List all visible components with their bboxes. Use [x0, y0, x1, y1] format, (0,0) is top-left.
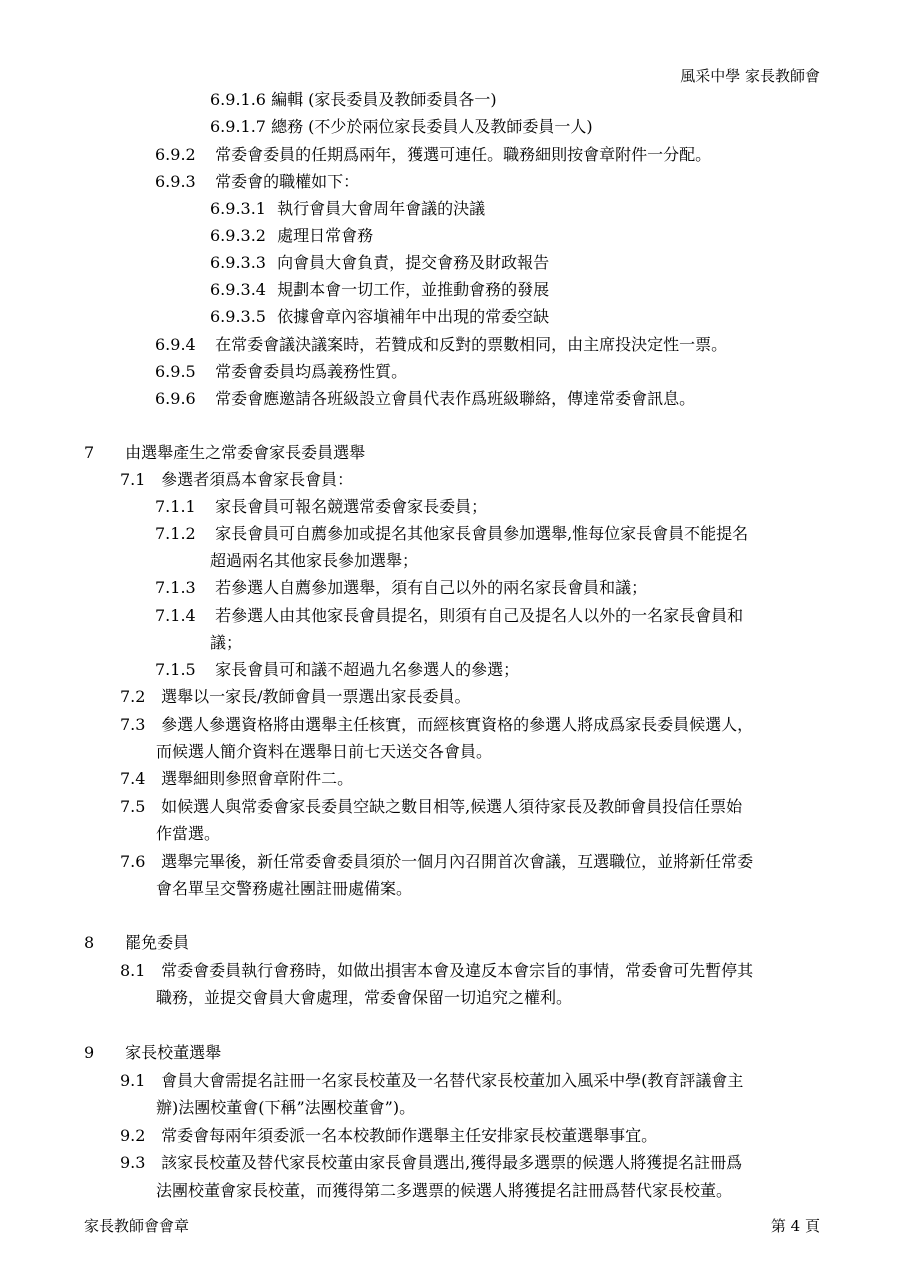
clause-7-1-5: [155, 660, 519, 680]
clause-text: 處理日常會務: [277, 226, 374, 245]
clause-number: 7.1.5: [155, 660, 196, 679]
clause-text: 總務 (不少於兩位家長委員人及教師委員一人): [271, 117, 593, 136]
clause-text: 選舉以一家長/教師會員一票選出家長委員。: [161, 687, 471, 706]
clause-7-1-1: [155, 497, 487, 517]
clause-7-1-4-continued: 議；: [210, 633, 243, 652]
section-7-heading: [84, 443, 365, 463]
clause-text: 執行會員大會周年會議的決議: [277, 199, 486, 218]
clause-number: 9.3: [120, 1153, 146, 1172]
clause-9-3-continued: 法團校董會家長校董，而獲得第二多選票的候選人將獲提名註冊爲替代家長校董。: [156, 1181, 733, 1200]
clause-7-6-continued: 會名單呈交警務處社團註冊處備案。: [156, 879, 413, 898]
clause-text: 編輯 (家長委員及教師委員各一): [271, 90, 497, 109]
clause-text: 如候選人與常委會家長委員空缺之數目相等,候選人須待家長及教師會員投信任票始: [161, 797, 743, 816]
clause-7-1-2: [155, 524, 748, 544]
clause-7-1: [120, 470, 353, 490]
clause-7-5-continued: 作當選。: [156, 824, 221, 843]
clause-number: 7.1: [120, 470, 146, 489]
clause-text: 常委會委員的任期爲兩年，獲選可連任。職務細則按會章附件一分配。: [215, 145, 712, 164]
clause-number: 6.9.1.7: [210, 117, 266, 136]
section-number: 8: [84, 933, 95, 952]
clause-number: 7.2: [120, 687, 146, 706]
clause-text: 若參選人由其他家長會員提名，則須有自己及提名人以外的一名家長會員和: [215, 606, 744, 625]
clause-text: 家長會員可自薦參加或提名其他家長會員參加選舉,惟每位家長會員不能提名: [215, 524, 749, 543]
clause-text: 家長會員可報名競選常委會家長委員；: [215, 497, 488, 516]
clause-9-2: [120, 1126, 657, 1146]
clause-number: 7.6: [120, 852, 146, 871]
clause-text: 規劃本會一切工作，並推動會務的發展: [277, 280, 550, 299]
clause-number: 6.9.4: [155, 335, 196, 354]
clause-6-9-3-1: [210, 199, 485, 219]
clause-7-5: [120, 797, 742, 817]
clause-text: 常委會每兩年須委派一名本校教師作選舉主任安排家長校董選舉事宜。: [161, 1126, 658, 1145]
clause-number: 6.9.1.6: [210, 90, 266, 109]
section-title: 家長校董選舉: [125, 1043, 222, 1062]
clause-number: 6.9.3.5: [210, 307, 266, 326]
clause-text: 常委會委員均爲義務性質。: [215, 362, 408, 381]
clause-number: 6.9.3: [155, 172, 196, 191]
clause-text: 常委會應邀請各班級設立會員代表作爲班級聯絡，傳達常委會訊息。: [215, 389, 696, 408]
clause-6-9-2: [155, 145, 711, 165]
clause-text: 選舉完畢後，新任常委會委員須於一個月內召開首次會議，互選職位，並將新任常委: [161, 852, 754, 871]
page-number: 第 4 頁: [770, 1217, 820, 1235]
clause-number: 6.9.3.2: [210, 226, 266, 245]
clause-text: 向會員大會負責，提交會務及財政報告: [277, 253, 550, 272]
clause-8-1: [120, 961, 753, 981]
clause-7-4: [120, 769, 353, 789]
clause-number: 6.9.3.3: [210, 253, 266, 272]
clause-9-1-continued: 辦)法團校董會(下稱”法團校董會”)。: [156, 1098, 416, 1117]
clause-number: 7.4: [120, 769, 146, 788]
section-8-heading: [84, 933, 189, 953]
clause-number: 9.2: [120, 1126, 146, 1145]
section-title: 罷免委員: [125, 933, 190, 952]
clause-number: 8.1: [120, 961, 146, 980]
clause-7-2: [120, 687, 471, 707]
clause-number: 9.1: [120, 1071, 146, 1090]
clause-6-9-3-2: [210, 226, 373, 246]
clause-text: 常委會委員執行會務時，如做出損害本會及違反本會宗旨的事情，常委會可先暫停其: [161, 961, 754, 980]
clause-text: 參選人參選資格將由選舉主任核實，而經核實資格的參選人將成爲家長委員候選人，: [161, 715, 754, 734]
clause-number: 6.9.3.4: [210, 280, 266, 299]
clause-text: 家長會員可和議不超過九名參選人的參選；: [215, 660, 520, 679]
clause-number: 6.9.6: [155, 389, 196, 408]
section-number: 9: [84, 1043, 95, 1062]
page-footer-title: 家長教師會會章: [84, 1217, 190, 1235]
clause-text: 該家長校董及替代家長校董由家長會員選出,獲得最多選票的候選人將獲提名註冊爲: [161, 1153, 743, 1172]
clause-6-9-3-3: [210, 253, 549, 273]
clause-7-3: [120, 715, 753, 735]
clause-9-3: [120, 1153, 742, 1173]
clause-6-9-5: [155, 362, 407, 382]
clause-number: 7.1.4: [155, 606, 196, 625]
clause-text: 在常委會議決議案時，若贊成和反對的票數相同，由主席投決定性一票。: [215, 335, 728, 354]
clause-number: 7.5: [120, 797, 146, 816]
clause-6-9-3-4: [210, 280, 549, 300]
clause-6-9-3-5: [210, 307, 549, 327]
clause-7-1-4: [155, 606, 743, 626]
clause-7-3-continued: 而候選人簡介資料在選舉日前七天送交各會員。: [156, 742, 493, 761]
section-9-heading: [84, 1043, 221, 1063]
clause-6-9-3: [155, 172, 359, 192]
clause-number: 6.9.5: [155, 362, 196, 381]
clause-6-9-1-7: [210, 117, 593, 137]
clause-6-9-4: [155, 335, 727, 355]
clause-9-1: [120, 1071, 743, 1091]
clause-number: 7.1.3: [155, 578, 196, 597]
clause-text: 參選者須爲本會家長會員：: [161, 470, 354, 489]
clause-text: 若參選人自薦參加選舉，須有自己以外的兩名家長會員和議；: [215, 578, 648, 597]
clause-number: 7.1.1: [155, 497, 196, 516]
page-header: 風采中學 家長教師會: [680, 67, 820, 85]
clause-8-1-continued: 職務，並提交會員大會處理，常委會保留一切追究之權利。: [156, 988, 573, 1007]
clause-number: 7.3: [120, 715, 146, 734]
clause-7-1-3: [155, 578, 647, 598]
clause-7-1-2-continued: 超過兩名其他家長參加選舉；: [210, 551, 419, 570]
clause-6-9-1-6: [210, 90, 497, 110]
clause-6-9-6: [155, 389, 695, 409]
clause-text: 選舉細則參照會章附件二。: [161, 769, 354, 788]
clause-text: 會員大會需提名註冊一名家長校董及一名替代家長校董加入風采中學(教育評議會主: [161, 1071, 744, 1090]
clause-number: 6.9.3.1: [210, 199, 266, 218]
clause-7-6: [120, 852, 753, 872]
clause-text: 依據會章內容塡補年中出現的常委空缺: [277, 307, 550, 326]
section-title: 由選舉產生之常委會家長委員選舉: [125, 443, 366, 462]
clause-number: 7.1.2: [155, 524, 196, 543]
clause-number: 6.9.2: [155, 145, 196, 164]
section-number: 7: [84, 443, 95, 462]
clause-text: 常委會的職權如下：: [215, 172, 360, 191]
